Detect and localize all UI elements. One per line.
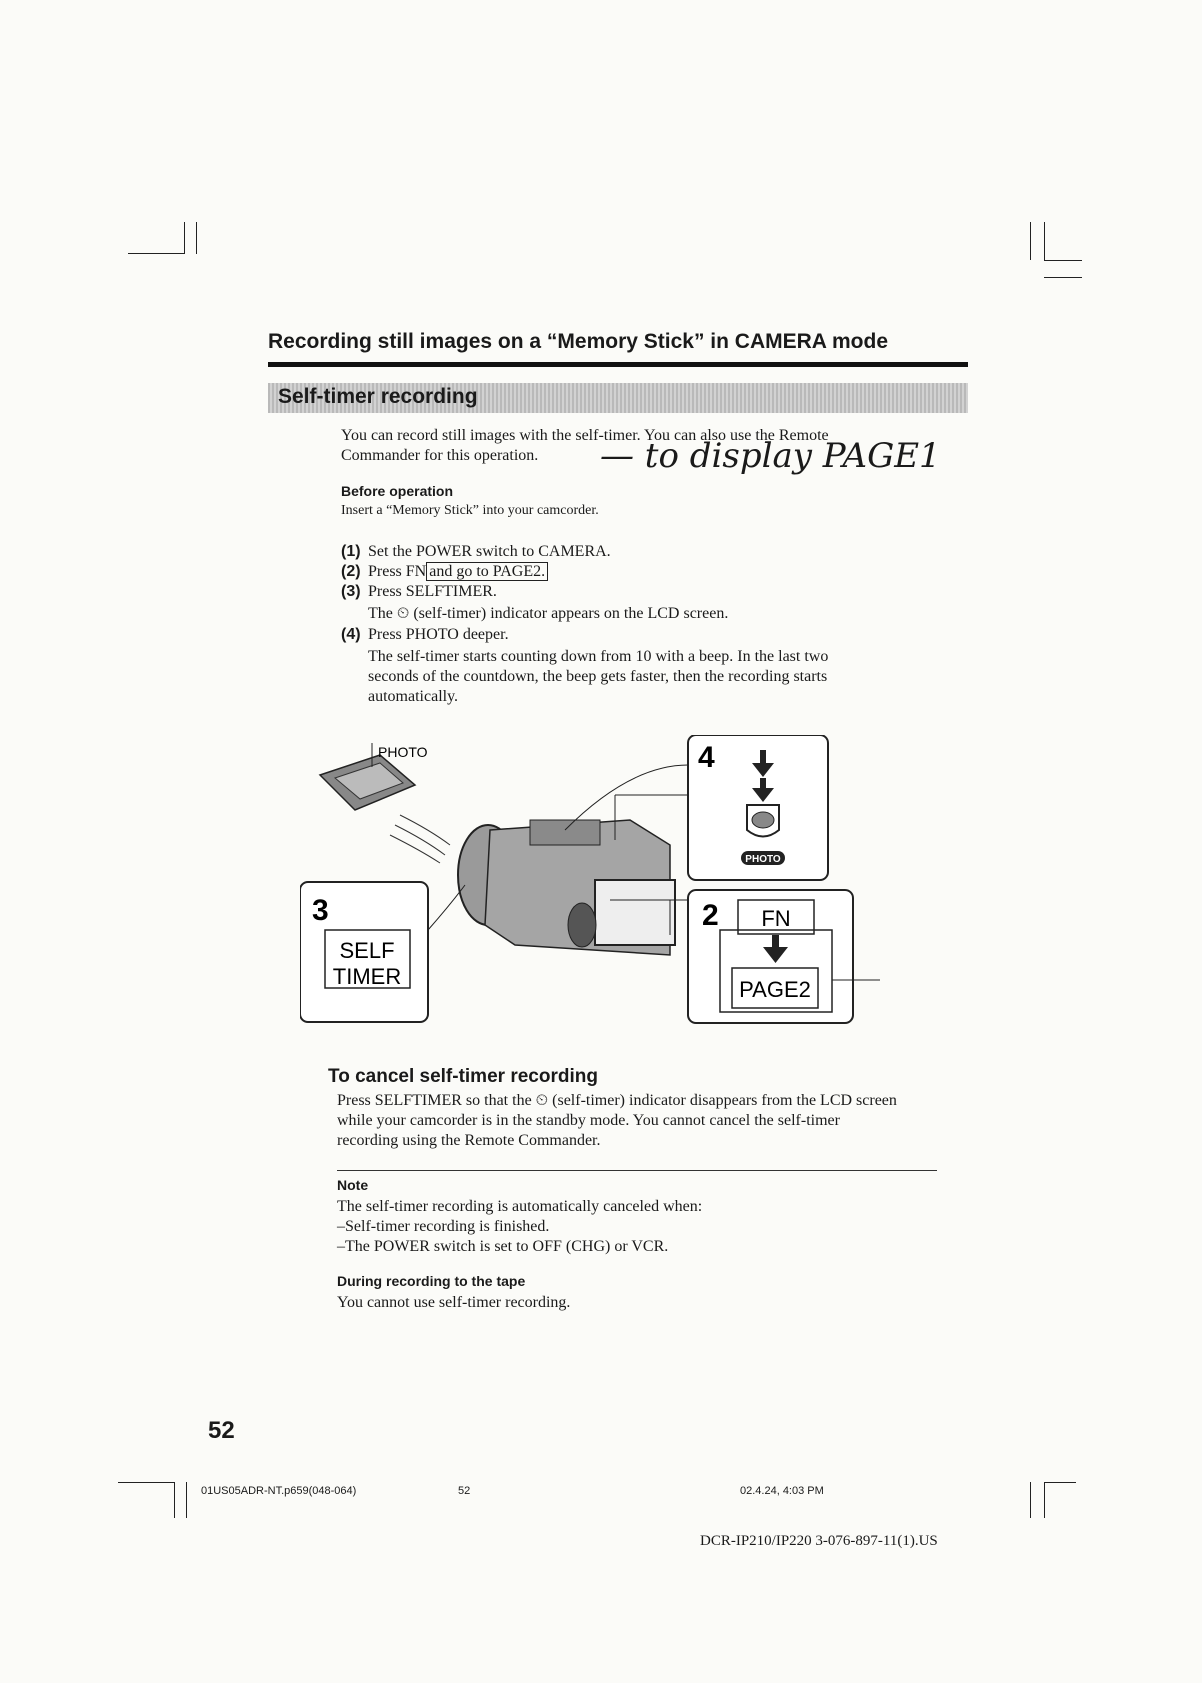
selftimer-label-line2: TIMER	[332, 964, 402, 989]
cancel-text	[337, 1091, 957, 1151]
step-text: Press FN	[368, 563, 427, 580]
step-4	[341, 625, 509, 645]
crop-mark	[1044, 1482, 1045, 1518]
selftimer-label-line1: SELF	[339, 938, 395, 963]
camcorder-illustration	[300, 735, 930, 1050]
step-4-detail-line: The self-timer starts counting down from 10 with a beep. In the last two	[368, 648, 829, 665]
page-number: 52	[208, 1417, 235, 1444]
photo-label: PHOTO	[378, 744, 428, 760]
fn-button-label: FN	[761, 906, 791, 931]
crop-mark	[1044, 222, 1045, 260]
footer-page: 52	[458, 1485, 471, 1497]
step-3-detail: The ⏲ (self-timer) indicator appears on the LCD screen.	[368, 605, 729, 622]
subsection-title: Self-timer recording	[278, 385, 478, 408]
footer-file: 01US05ADR-NT.p659(048-064)	[201, 1485, 357, 1497]
cancel-line: while your camcorder is in the standby mode. You cannot cancel the self-timer	[337, 1112, 840, 1129]
note-divider	[337, 1170, 937, 1171]
step-1	[341, 542, 611, 562]
footer-model: DCR-IP210/IP220 3-076-897-11(1).US	[700, 1533, 938, 1549]
step-3	[341, 582, 497, 602]
photo-badge-label: PHOTO	[745, 854, 781, 865]
handwritten-annotation: — to display PAGE1	[600, 436, 941, 476]
crop-mark	[1030, 1482, 1031, 1518]
step-number: (3)	[341, 583, 361, 600]
callout-3-number: 3	[312, 894, 329, 927]
step-4-detail-line: automatically.	[368, 688, 459, 705]
crop-mark	[184, 222, 185, 254]
note-line: –The POWER switch is set to OFF (CHG) or VCR.	[337, 1238, 669, 1255]
page2-button-label: PAGE2	[739, 977, 811, 1002]
crop-mark	[118, 1482, 174, 1483]
before-operation-text: Insert a “Memory Stick” into your camcorder.	[341, 503, 599, 518]
note-text	[337, 1197, 702, 1257]
crop-mark	[174, 1482, 175, 1518]
cancel-line: recording using the Remote Commander.	[337, 1132, 601, 1149]
note-heading: Note	[337, 1177, 369, 1193]
before-operation-heading: Before operation	[341, 483, 454, 499]
step-number: (1)	[341, 543, 361, 560]
step-text: Press SELFTIMER.	[368, 583, 497, 600]
note-line: The self-timer recording is automatically canceled when:	[337, 1198, 703, 1215]
step-2	[341, 562, 548, 582]
remote-commander-icon	[320, 743, 450, 863]
subsection-bar	[268, 383, 968, 413]
callout-2-number: 2	[702, 899, 719, 932]
crop-mark	[1044, 260, 1082, 261]
cancel-line: Press SELFTIMER so that the ⏲ (self-timer) indicator disappears from the LCD screen	[337, 1092, 897, 1109]
crop-mark	[1044, 277, 1082, 278]
section-title: Recording still images on a “Memory Stick” in CAMERA mode	[268, 330, 889, 353]
footer-timestamp: 02.4.24, 4:03 PM	[740, 1485, 824, 1497]
during-recording-text: You cannot use self-timer recording.	[337, 1294, 571, 1311]
boxed-text: and go to PAGE2.	[426, 562, 548, 581]
cancel-heading: To cancel self-timer recording	[328, 1066, 598, 1087]
crop-mark	[128, 253, 184, 254]
camcorder-icon	[458, 820, 675, 955]
intro-text: You can record still images with the self-timer. You can also use the Remote Commander for this operation.	[341, 427, 829, 464]
title-rule	[268, 362, 968, 367]
step-text: Set the POWER switch to CAMERA.	[368, 543, 611, 560]
crop-mark	[1044, 1482, 1076, 1483]
step-number: (2)	[341, 563, 361, 580]
crop-mark	[1030, 222, 1031, 260]
during-recording-heading: During recording to the tape	[337, 1273, 526, 1289]
step-number: (4)	[341, 626, 361, 643]
callout-4-number: 4	[698, 741, 715, 774]
step-4-detail-line: seconds of the countdown, the beep gets faster, then the recording starts	[368, 668, 828, 685]
crop-mark	[186, 1482, 187, 1518]
crop-mark	[196, 222, 197, 254]
step-text: Press PHOTO deeper.	[368, 626, 509, 643]
note-line: –Self-timer recording is finished.	[337, 1218, 550, 1235]
